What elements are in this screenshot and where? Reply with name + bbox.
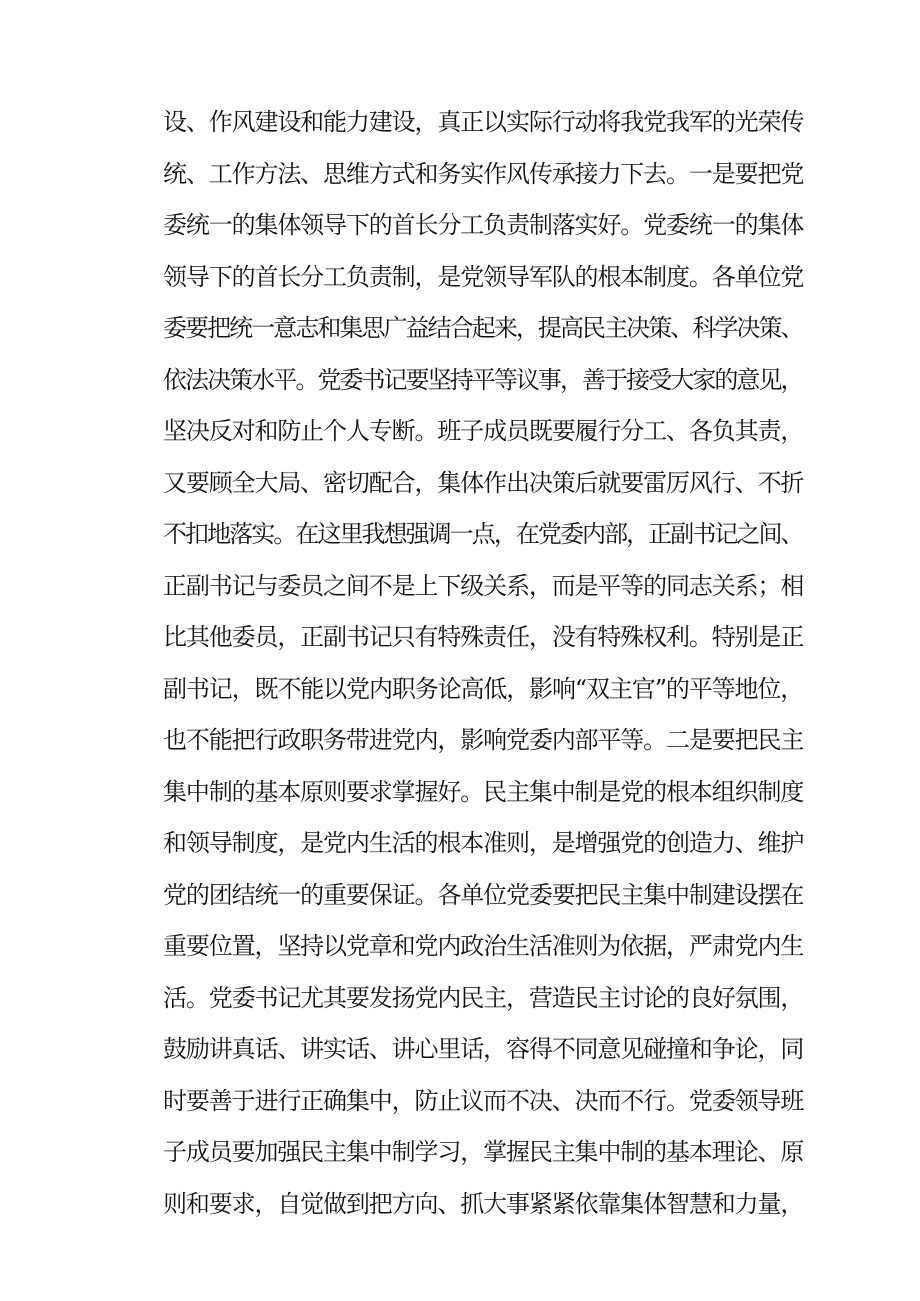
body-paragraph xyxy=(163,97,803,1230)
text-line: 党的团结统一的重要保证。各单位党委要把民主集中制建设摆在 xyxy=(163,880,804,909)
text-line: 子成员要加强民主集中制学习，掌握民主集中制的基本理论、原 xyxy=(163,1138,804,1166)
text-line: 委统一的集体领导下的首长分工负责制落实好。党委统一的集体 xyxy=(163,211,804,239)
text-line: 鼓励讲真话、讲实话、讲心里话，容得不同意见碰撞和争论，同 xyxy=(163,1035,804,1063)
text-line: 时要善于进行正确集中，防止议而不决、决而不行。党委领导班 xyxy=(163,1086,804,1115)
text-line: 重要位置，坚持以党章和党内政治生活准则为依据，严肃党内生 xyxy=(163,932,804,960)
text-line: 领导下的首长分工负责制，是党领导军队的根本制度。各单位党 xyxy=(163,262,804,291)
text-line: 统、工作方法、思维方式和务实作风传承接力下去。一是要把党 xyxy=(163,159,804,188)
text-line: 依法决策水平。党委书记要坚持平等议事，善于接受大家的意见， xyxy=(163,365,803,394)
text-line: 集中制的基本原则要求掌握好。民主集中制是党的根本组织制度 xyxy=(163,777,804,806)
text-line: 和领导制度，是党内生活的根本准则，是增强党的创造力、维护 xyxy=(163,829,804,857)
text-line: 则和要求，自觉做到把方向、抓大事紧紧依靠集体智慧和力量， xyxy=(163,1189,804,1218)
text-line: 设、作风建设和能力建设，真正以实际行动将我党我军的光荣传 xyxy=(163,108,804,136)
text-line: 副书记，既不能以党内职务论高低，影响“双主官”的平等地位， xyxy=(163,674,804,703)
text-line: 坚决反对和防止个人专断。班子成员既要履行分工、各负其责， xyxy=(163,417,804,445)
text-line: 活。党委书记尤其要发扬党内民主，营造民主讨论的良好氛围， xyxy=(163,983,804,1012)
text-line: 正副书记与委员之间不是上下级关系，而是平等的同志关系；相 xyxy=(163,571,804,600)
text-line: 又要顾全大局、密切配合，集体作出决策后就要雷厉风行、不折 xyxy=(163,468,804,497)
text-line: 比其他委员，正副书记只有特殊责任，没有特殊权利。特别是正 xyxy=(163,623,804,651)
text-line: 也不能把行政职务带进党内，影响党委内部平等。二是要把民主 xyxy=(163,726,804,754)
text-line: 委要把统一意志和集思广益结合起来，提高民主决策、科学决策、 xyxy=(163,314,803,342)
text-line: 不扣地落实。在这里我想强调一点，在党委内部，正副书记之间、 xyxy=(163,520,803,548)
